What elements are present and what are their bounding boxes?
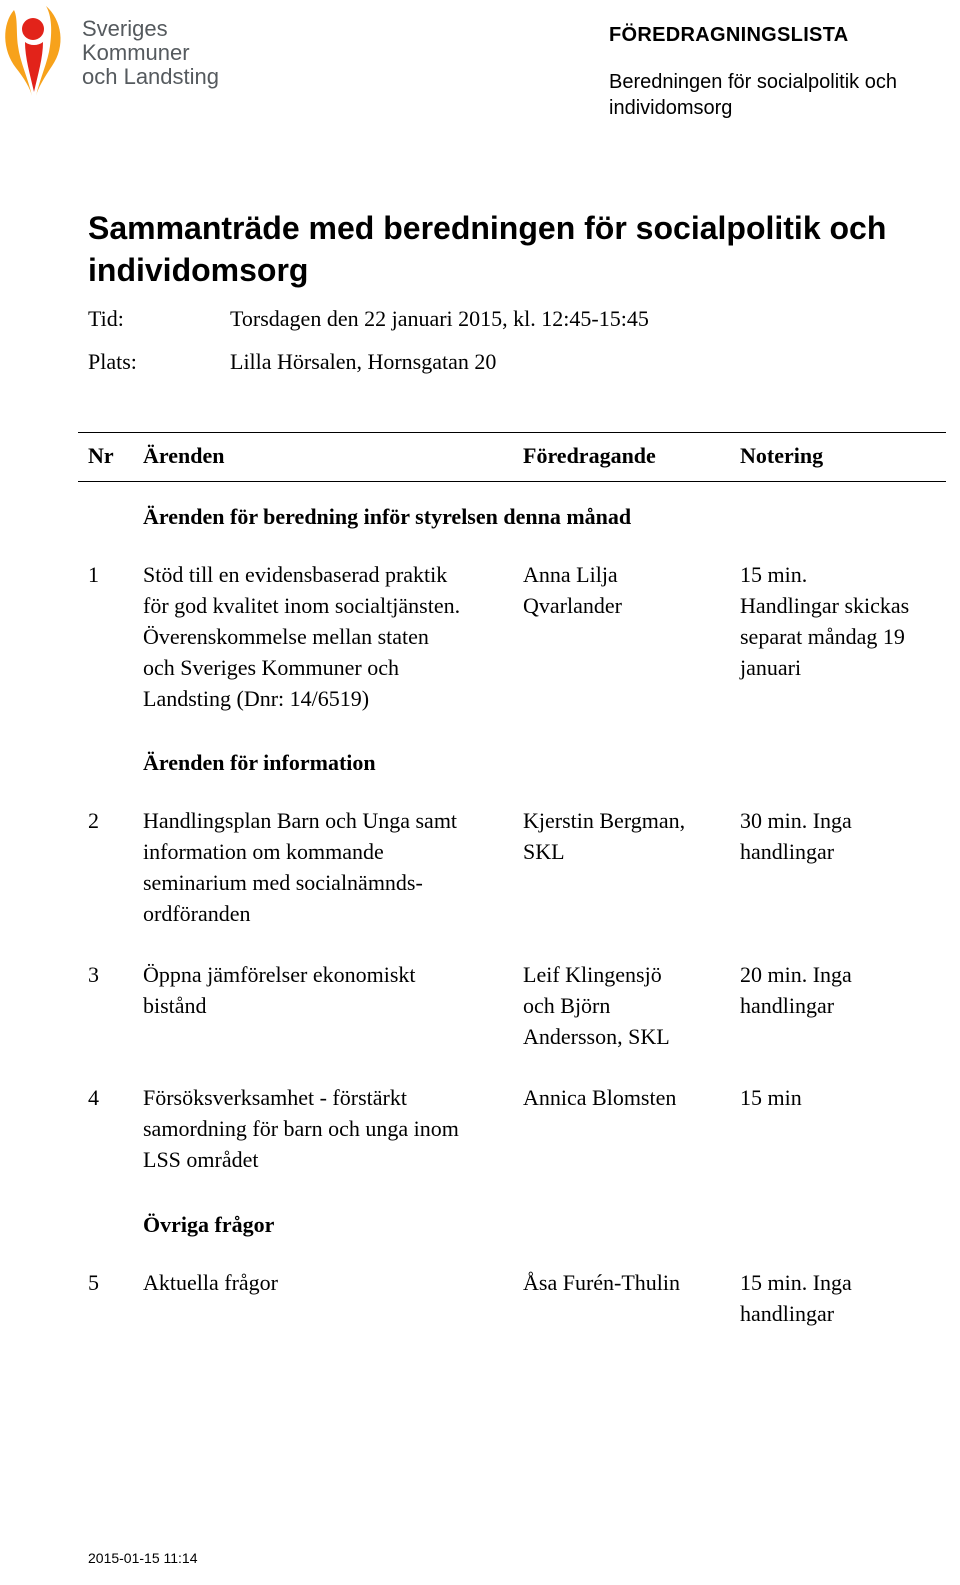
table-header-rule xyxy=(78,481,946,482)
logo-wordmark xyxy=(82,17,219,89)
section-heading: Övriga frågor xyxy=(143,1212,275,1237)
row-presenter xyxy=(523,1082,723,1113)
item-line: Stöd till en evidensbaserad praktik xyxy=(143,562,448,587)
note-line: handlingar xyxy=(740,993,835,1018)
presenter-line: Åsa Furén-Thulin xyxy=(523,1270,681,1295)
time-label: Tid: xyxy=(88,306,124,331)
column-header-item: Ärenden xyxy=(143,443,225,468)
row-item xyxy=(143,1267,508,1298)
row-number: 5 xyxy=(88,1270,99,1295)
department-name: Beredningen för socialpolitik och individomsorg xyxy=(609,71,897,119)
row-number: 4 xyxy=(88,1085,99,1110)
section-heading: Ärenden för information xyxy=(143,750,376,775)
column-header-presenter: Föredragande xyxy=(523,443,656,468)
item-line: Landsting (Dnr: 14/6519) xyxy=(143,686,370,711)
row-item xyxy=(143,559,508,714)
row-item xyxy=(143,1082,508,1175)
item-line: ordföranden xyxy=(143,901,251,926)
note-line: separat måndag 19 xyxy=(740,624,905,649)
item-line: Aktuella frågor xyxy=(143,1270,278,1295)
column-header-nr: Nr xyxy=(88,443,114,468)
column-header-note: Notering xyxy=(740,443,824,468)
page-title: Sammanträde med beredningen för socialpolitik och individomsorg xyxy=(88,210,887,288)
row-presenter xyxy=(523,559,723,621)
presenter-line: SKL xyxy=(523,839,565,864)
place-label: Plats: xyxy=(88,349,137,374)
item-line: seminarium med socialnämnds- xyxy=(143,870,423,895)
logo-line: Sveriges xyxy=(82,16,168,41)
logo-line: och Landsting xyxy=(82,64,219,89)
item-line: för god kvalitet inom socialtjänsten. xyxy=(143,593,461,618)
row-presenter xyxy=(523,1267,723,1298)
item-line: och Sveriges Kommuner och xyxy=(143,655,399,680)
item-line: Öppna jämförelser ekonomiskt xyxy=(143,962,416,987)
row-note xyxy=(740,1082,945,1113)
place-value: Lilla Hörsalen, Hornsgatan 20 xyxy=(230,349,497,374)
time-value: Torsdagen den 22 januari 2015, kl. 12:45-15:45 xyxy=(230,306,649,331)
item-line: Överenskommelse mellan staten xyxy=(143,624,429,649)
row-note xyxy=(740,559,945,683)
item-line: bistånd xyxy=(143,993,207,1018)
note-line: handlingar xyxy=(740,1301,835,1326)
presenter-line: och Björn xyxy=(523,993,611,1018)
skl-logo xyxy=(0,2,230,98)
note-line: handlingar xyxy=(740,839,835,864)
item-line: Försöksverksamhet - förstärkt xyxy=(143,1085,407,1110)
item-line: information om kommande xyxy=(143,839,384,864)
note-line: 15 min. Inga xyxy=(740,1270,852,1295)
note-line: 15 min xyxy=(740,1085,802,1110)
note-line: 20 min. Inga xyxy=(740,962,852,987)
item-line: LSS området xyxy=(143,1147,259,1172)
item-line: samordning för barn och unga inom xyxy=(143,1116,459,1141)
row-presenter xyxy=(523,959,723,1052)
row-note xyxy=(740,959,945,1021)
row-number: 3 xyxy=(88,962,99,987)
note-line: januari xyxy=(740,655,802,680)
presenter-line: Qvarlander xyxy=(523,593,622,618)
presenter-line: Leif Klingensjö xyxy=(523,962,662,987)
logo-line: Kommuner xyxy=(82,40,190,65)
table-top-rule xyxy=(78,432,946,433)
row-number: 2 xyxy=(88,808,99,833)
row-note xyxy=(740,805,945,867)
row-presenter xyxy=(523,805,723,867)
presenter-line: Annica Blomsten xyxy=(523,1085,677,1110)
presenter-line: Anna Lilja xyxy=(523,562,618,587)
row-item xyxy=(143,959,508,1021)
row-number: 1 xyxy=(88,562,99,587)
row-note xyxy=(740,1267,945,1329)
note-line: Handlingar skickas xyxy=(740,593,910,618)
document-type: FÖREDRAGNINGSLISTA xyxy=(609,24,849,46)
presenter-line: Kjerstin Bergman, xyxy=(523,808,686,833)
note-line: 15 min. xyxy=(740,562,808,587)
item-line: Handlingsplan Barn och Unga samt xyxy=(143,808,458,833)
note-line: 30 min. Inga xyxy=(740,808,852,833)
section-heading: Ärenden för beredning inför styrelsen denna månad xyxy=(143,504,632,529)
presenter-line: Andersson, SKL xyxy=(523,1024,670,1049)
row-item xyxy=(143,805,508,929)
footer-timestamp: 2015-01-15 11:14 xyxy=(88,1550,198,1566)
skl-emblem-icon xyxy=(0,2,80,98)
